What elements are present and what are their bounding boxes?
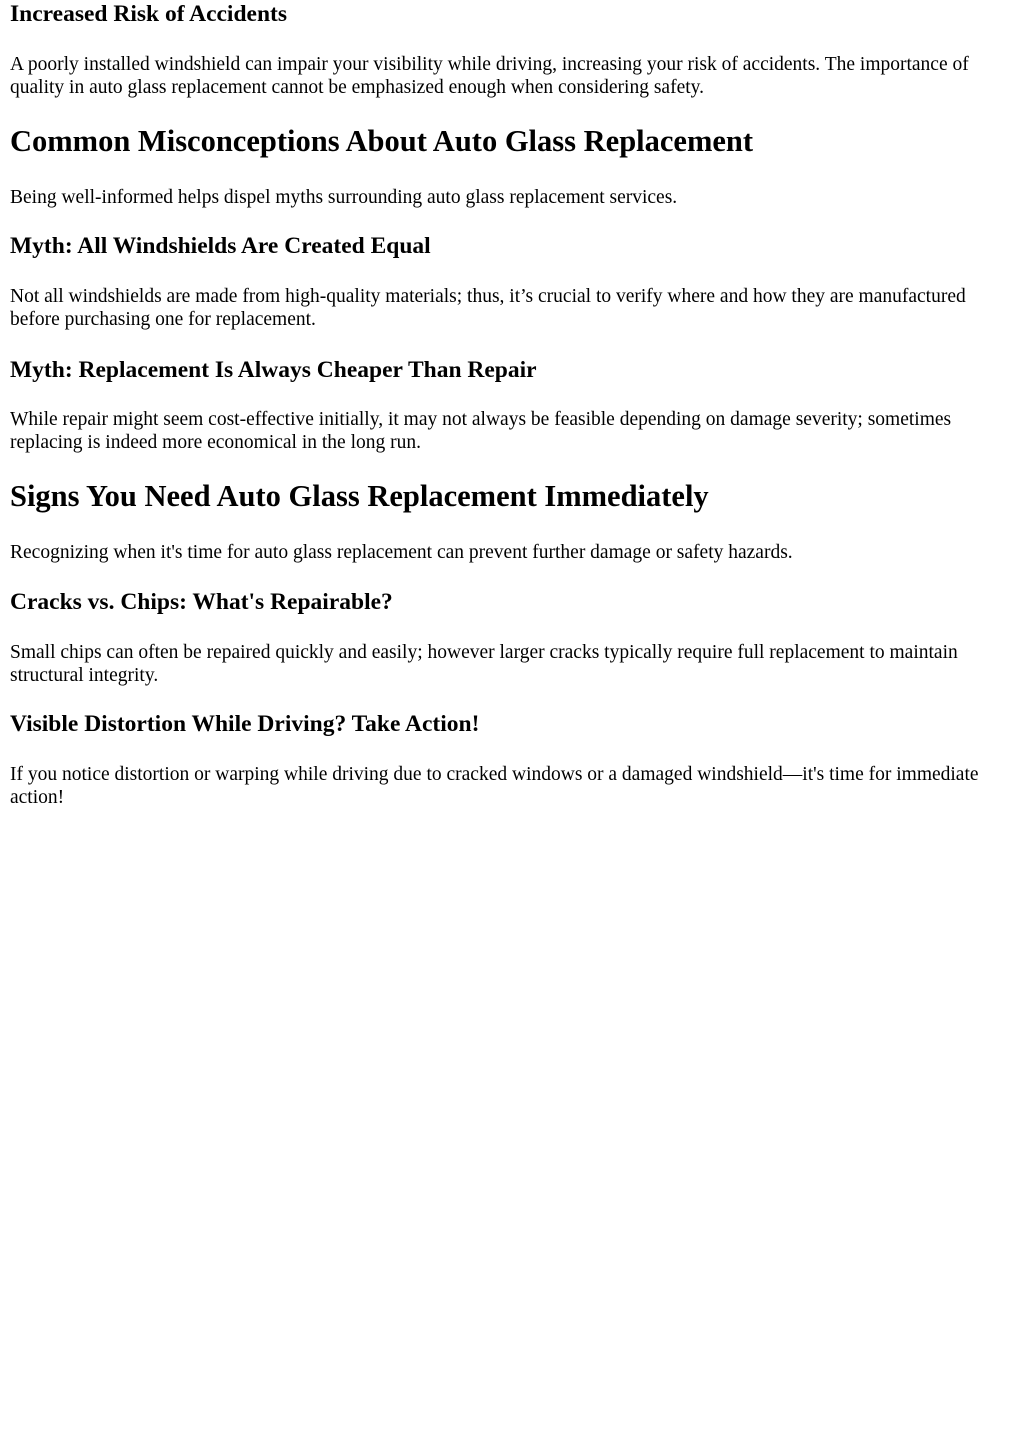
- section-heading-myth-replacement-cheaper: Myth: Replacement Is Always Cheaper Than Repair: [10, 357, 537, 383]
- section-body-increased-risk: A poorly installed windshield can impair your visibility while driving, increasing your risk of accidents. The importance of quality in auto glass replacement cannot be emphasized enough when considering safety.: [10, 54, 969, 98]
- section-body-myth-windshields-equal: Not all windshields are made from high-quality materials; thus, it’s crucial to verify where and how they are manufactured before purchasing one for replacement.: [10, 286, 966, 330]
- section-heading-myth-windshields-equal: Myth: All Windshields Are Created Equal: [10, 233, 431, 259]
- section-body-cracks-vs-chips: Small chips can often be repaired quickly and easily; however larger cracks typically require full replacement to maintain structural integrity.: [10, 642, 958, 686]
- section-body-myth-replacement-cheaper: While repair might seem cost-effective initially, it may not always be feasible depending on damage severity; sometimes replacing is indeed more economical in the long run.: [10, 409, 952, 453]
- section-body-visible-distortion: If you notice distortion or warping while driving due to cracked windows or a damaged windshield—it's time for immediate action!: [10, 764, 979, 808]
- section-heading-cracks-vs-chips: Cracks vs. Chips: What's Repairable?: [10, 589, 393, 615]
- section-body-common-misconceptions: Being well-informed helps dispel myths surrounding auto glass replacement services.: [10, 187, 678, 208]
- section-heading-increased-risk: Increased Risk of Accidents: [10, 1, 287, 27]
- section-heading-visible-distortion: Visible Distortion While Driving? Take Action!: [10, 711, 480, 737]
- section-body-signs-replacement: Recognizing when it's time for auto glass replacement can prevent further damage or safety hazards.: [10, 542, 793, 563]
- section-heading-signs-replacement: Signs You Need Auto Glass Replacement Immediately: [10, 479, 709, 513]
- section-heading-common-misconceptions: Common Misconceptions About Auto Glass Replacement: [10, 124, 754, 158]
